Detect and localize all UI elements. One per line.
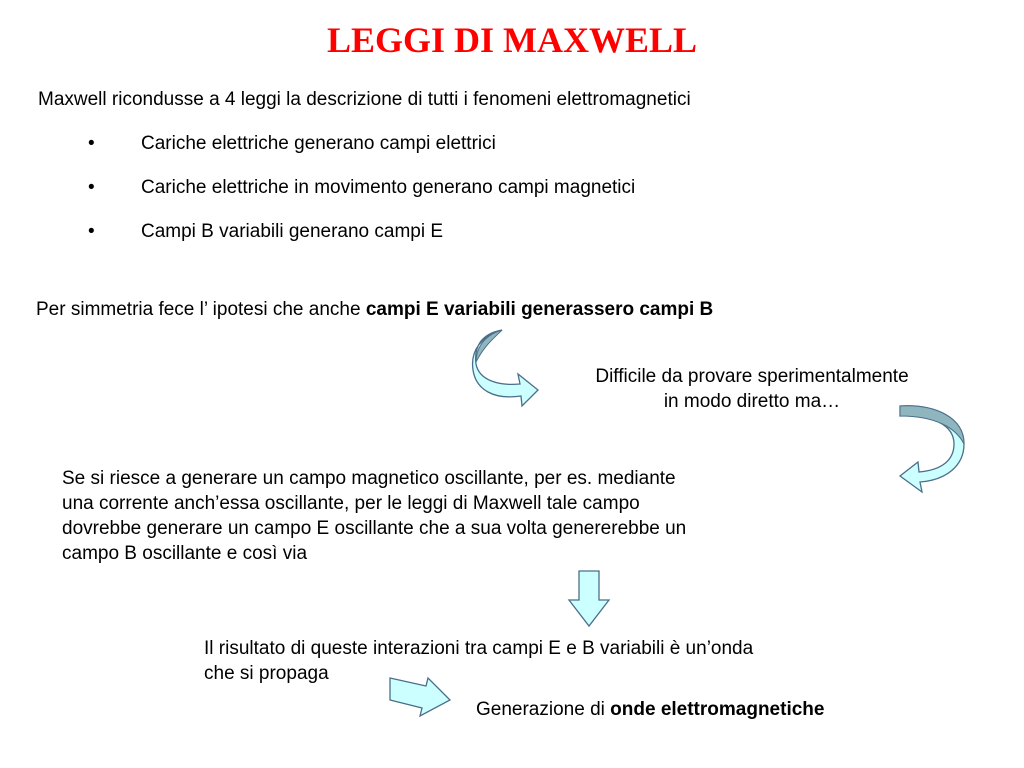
slide-title: LEGGI DI MAXWELL (326, 20, 698, 60)
result-line-2: che si propaga (204, 663, 329, 684)
oscillating-line-3: dovrebbe generare un campo E oscillante che a sua volta genererebbe un (62, 518, 687, 539)
oscillating-line-1: Se si riesce a generare un campo magnetico oscillante, per es. mediante (62, 468, 676, 489)
oscillating-line-4: campo B oscillante e così via (62, 543, 308, 564)
generation-text (476, 698, 824, 722)
bullet-marker-1: • (88, 133, 95, 154)
bullet-marker-2: • (88, 177, 95, 198)
oscillating-line-2: una corrente anch’essa oscillante, per le leggi di Maxwell tale campo (62, 493, 640, 514)
bullet-item-2: Cariche elettriche in movimento generano campi magnetici (141, 177, 636, 198)
down-arrow-icon (567, 570, 611, 628)
intro-text: Maxwell ricondusse a 4 leggi la descrizione di tutti i fenomeni elettromagnetici (38, 89, 691, 110)
right-arrow-icon (388, 674, 454, 722)
generation-bold: onde elettromagnetiche (610, 699, 825, 720)
result-line-1: Il risultato di queste interazioni tra campi E e B variabili è un’onda (204, 638, 754, 659)
generation-prefix: Generazione di (476, 699, 611, 720)
symmetry-bold: campi E variabili generassero campi B (365, 299, 714, 320)
symmetry-prefix: Per simmetria fece l’ ipotesi che anche (36, 299, 366, 320)
difficult-line-1: Difficile da provare sperimentalmente (595, 366, 909, 387)
curved-arrow-left-icon (896, 404, 976, 494)
symmetry-text (36, 298, 713, 322)
bullet-item-3: Campi B variabili generano campi E (141, 221, 444, 242)
result-paragraph (204, 636, 753, 686)
oscillating-paragraph (62, 466, 686, 566)
difficult-line-2: in modo diretto ma… (663, 391, 841, 412)
bullet-item-1: Cariche elettriche generano campi elettrici (141, 133, 496, 154)
bullet-marker-3: • (88, 221, 95, 242)
